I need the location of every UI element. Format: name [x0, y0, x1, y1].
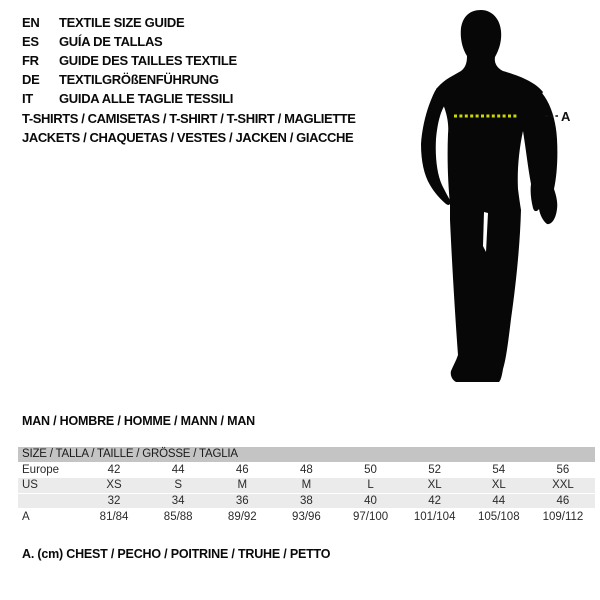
size-cell: XL [491, 479, 506, 491]
size-cell: 109/112 [542, 511, 584, 523]
language-label: GUIDE DES TAILLES TEXTILE [59, 53, 237, 68]
size-cell: 44 [492, 495, 506, 507]
size-cell: 101/104 [413, 511, 456, 523]
man-silhouette-body [436, 10, 543, 382]
size-cell: 42 [428, 495, 442, 507]
size-cell: 36 [235, 495, 249, 507]
size-cell: 50 [364, 464, 377, 476]
category-line-jackets: JACKETS / CHAQUETAS / VESTES / JACKEN / GIACCHE [22, 130, 354, 145]
language-code: DE [22, 72, 40, 87]
size-cell: M [301, 479, 312, 491]
footnote: A. (cm) CHEST / PECHO / POITRINE / TRUHE / PETTO [22, 547, 331, 561]
size-cell: 38 [300, 495, 313, 507]
language-row [22, 32, 237, 51]
row-label: Europe [22, 464, 60, 476]
size-cell: XXL [552, 479, 574, 491]
size-cell: XS [106, 479, 122, 491]
size-cell: 46 [235, 464, 249, 476]
language-code: ES [22, 34, 39, 49]
language-row [22, 89, 237, 108]
size-cell: 48 [300, 464, 313, 476]
size-cell: 46 [556, 495, 570, 507]
size-cell: 93/96 [292, 511, 321, 523]
row-label: A [22, 511, 30, 523]
language-row [22, 51, 237, 70]
size-cell: 81/84 [99, 511, 129, 523]
man-silhouette-figure [410, 0, 585, 396]
language-row [22, 70, 237, 89]
size-cell: S [174, 479, 183, 491]
language-list [22, 13, 237, 108]
language-row [22, 13, 237, 32]
table-row-europe [18, 462, 595, 478]
table-row-chest [18, 508, 595, 525]
language-code: FR [22, 53, 39, 68]
size-table [18, 447, 595, 525]
measure-label-a: A [561, 109, 571, 124]
size-cell: 105/108 [478, 511, 520, 523]
row-label: US [22, 479, 38, 491]
category-list [22, 109, 356, 147]
language-label: GUÍA DE TALLAS [59, 34, 163, 49]
size-cell: 32 [107, 495, 121, 507]
size-cell: 85/88 [163, 511, 193, 523]
language-label: GUIDA ALLE TAGLIE TESSILI [59, 91, 234, 106]
language-label: TEXTILGRÖßENFÜHRUNG [59, 72, 219, 87]
language-label: TEXTILE SIZE GUIDE [59, 15, 185, 30]
size-cell: 56 [556, 464, 570, 476]
category-line-tshirts: T-SHIRTS / CAMISETAS / T-SHIRT / T-SHIRT / MAGLIETTE [22, 111, 356, 126]
size-cell: 52 [428, 464, 442, 476]
size-cell: 34 [171, 495, 185, 507]
size-cell: 97/100 [352, 511, 389, 523]
size-cell: 44 [171, 464, 185, 476]
language-code: IT [22, 91, 33, 106]
size-cell: 40 [364, 495, 377, 507]
table-header: SIZE / TALLA / TAILLE / GRÖSSE / TAGLIA [18, 447, 595, 462]
table-row-numeric [18, 493, 595, 508]
size-cell: XL [427, 479, 442, 491]
size-cell: 54 [492, 464, 506, 476]
table-row-us [18, 478, 595, 493]
size-cell: L [367, 479, 374, 491]
section-title: MAN / HOMBRE / HOMME / MANN / MAN [22, 414, 255, 428]
size-cell: 89/92 [227, 511, 257, 523]
size-cell: 42 [107, 464, 121, 476]
language-code: EN [22, 15, 40, 30]
size-cell: M [237, 479, 248, 491]
row-label [18, 494, 82, 508]
